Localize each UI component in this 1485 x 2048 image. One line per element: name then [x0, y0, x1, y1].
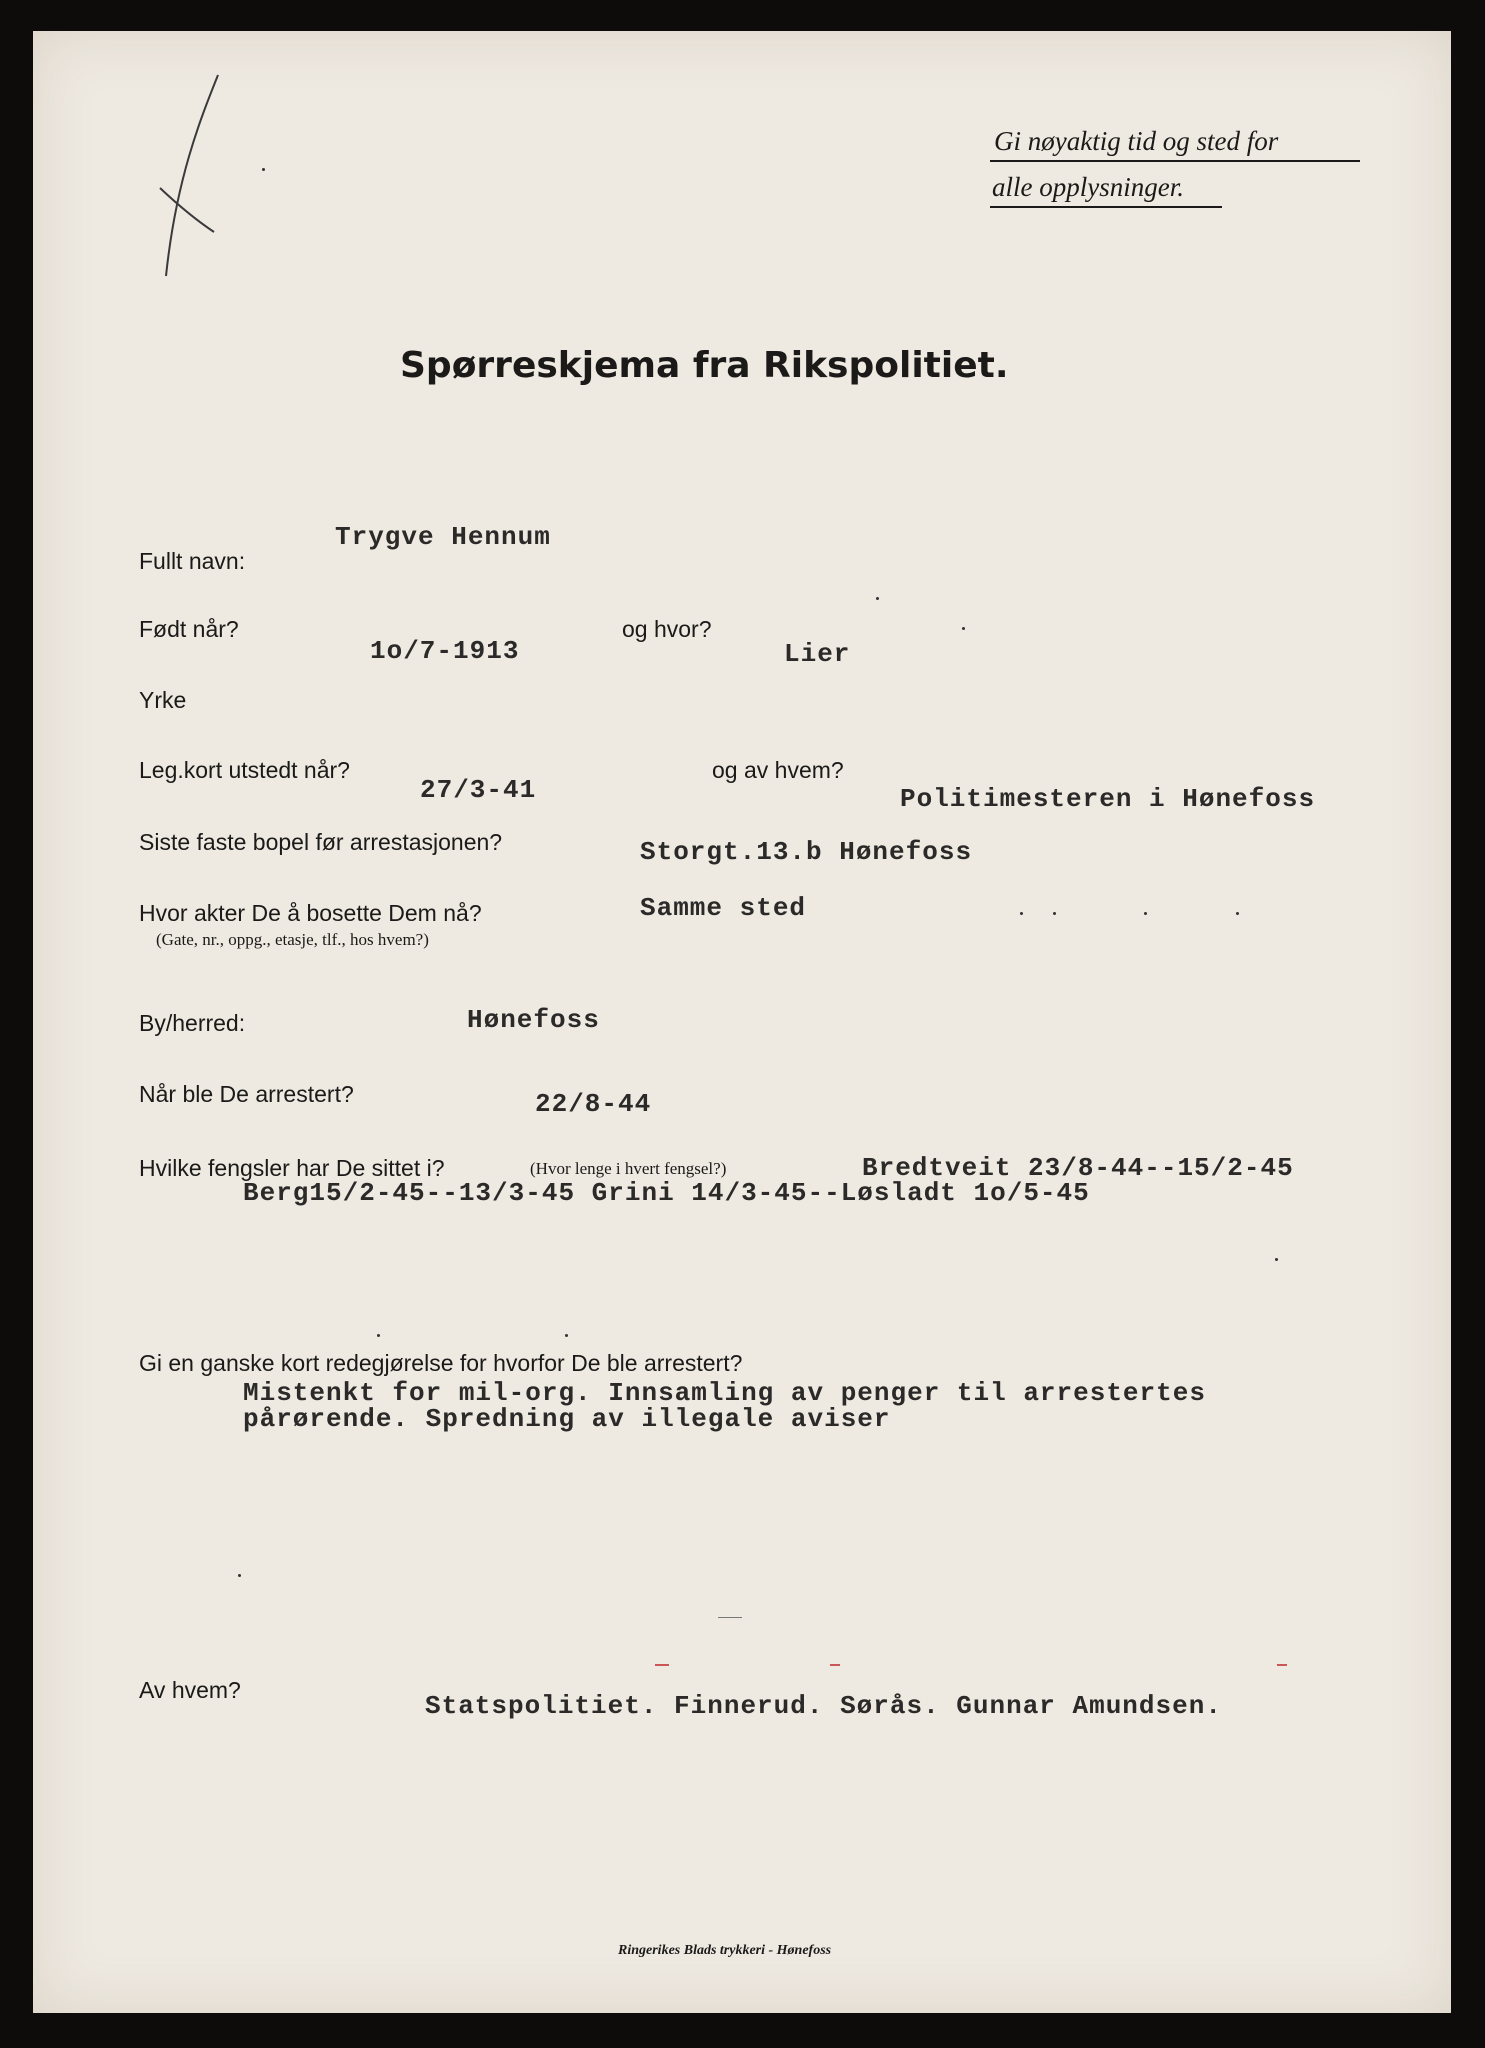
- arrested-when-label: Når ble De arrestert?: [139, 1081, 354, 1107]
- occupation-label: Yrke: [139, 687, 187, 713]
- speck: [1020, 912, 1023, 915]
- faint-dash: [830, 1664, 840, 1666]
- reason-line-1: Mistenkt for mil-org. Innsamling av penger til arrestertes: [243, 1378, 1206, 1408]
- speck: [962, 627, 965, 630]
- printer-credit: Ringerikes Blads trykkeri - Hønefoss: [618, 1943, 832, 1958]
- speck: [377, 1334, 380, 1337]
- speck: [565, 1334, 568, 1337]
- instruction-line-2: alle opplysninger.: [992, 172, 1184, 202]
- settle-value: Samme sted: [640, 893, 807, 923]
- last-address-value: Storgt.13.b Hønefoss: [640, 837, 973, 867]
- born-where-label: og hvor?: [622, 616, 712, 642]
- municipality-value: Hønefoss: [467, 1005, 600, 1035]
- arrested-when-value: 22/8-44: [535, 1089, 652, 1119]
- speck: [262, 168, 265, 171]
- faint-dash: [718, 1617, 742, 1618]
- instruction-underline-1: [990, 160, 1360, 162]
- born-when-value: 1o/7-1913: [370, 636, 520, 666]
- speck: [876, 597, 879, 600]
- settle-label: Hvor akter De å bosette Dem nå?: [139, 900, 482, 926]
- faint-dash: [655, 1664, 669, 1666]
- prisons-label: Hvilke fengsler har De sittet i?: [139, 1155, 445, 1181]
- born-when-label: Født når?: [139, 616, 239, 642]
- legcard-when-label: Leg.kort utstedt når?: [139, 757, 350, 783]
- settle-note: (Gate, nr., oppg., etasje, tlf., hos hvem?): [156, 930, 429, 949]
- born-where-value: Lier: [784, 639, 851, 669]
- arrested-by-value: Statspolitiet. Finnerud. Sørås. Gunnar Amundsen.: [425, 1691, 1222, 1721]
- legcard-by-value: Politimesteren i Hønefoss: [900, 784, 1316, 814]
- faint-dash: [1277, 1664, 1287, 1666]
- prisons-line-2: Berg15/2-45--13/3-45 Grini 14/3-45--Løsladt 1o/5-45: [243, 1178, 1090, 1208]
- instruction-underline-2: [990, 206, 1222, 208]
- municipality-label: By/herred:: [139, 1010, 246, 1036]
- full-name-label: Fullt navn:: [139, 548, 246, 574]
- speck: [238, 1574, 241, 1577]
- legcard-when-value: 27/3-41: [420, 775, 537, 805]
- prisons-note: (Hvor lenge i hvert fengsel?): [530, 1159, 727, 1178]
- last-address-label: Siste faste bopel før arrestasjonen?: [139, 829, 503, 855]
- legcard-by-label: og av hvem?: [712, 757, 844, 783]
- speck: [1144, 912, 1147, 915]
- reason-label: Gi en ganske kort redegjørelse for hvorfor De ble arrestert?: [139, 1350, 743, 1376]
- speck: [1053, 912, 1056, 915]
- speck: [1275, 1258, 1278, 1261]
- prisons-line-1: Bredtveit 23/8-44--15/2-45: [862, 1153, 1294, 1183]
- arrested-by-label: Av hvem?: [139, 1677, 241, 1703]
- instruction-line-1: Gi nøyaktig tid og sted for: [994, 126, 1279, 156]
- full-name-value: Trygve Hennum: [335, 522, 551, 552]
- page-title: Spørreskjema fra Rikspolitiet.: [400, 345, 1009, 386]
- reason-line-2: pårørende. Spredning av illegale aviser: [243, 1404, 891, 1434]
- speck: [1236, 912, 1239, 915]
